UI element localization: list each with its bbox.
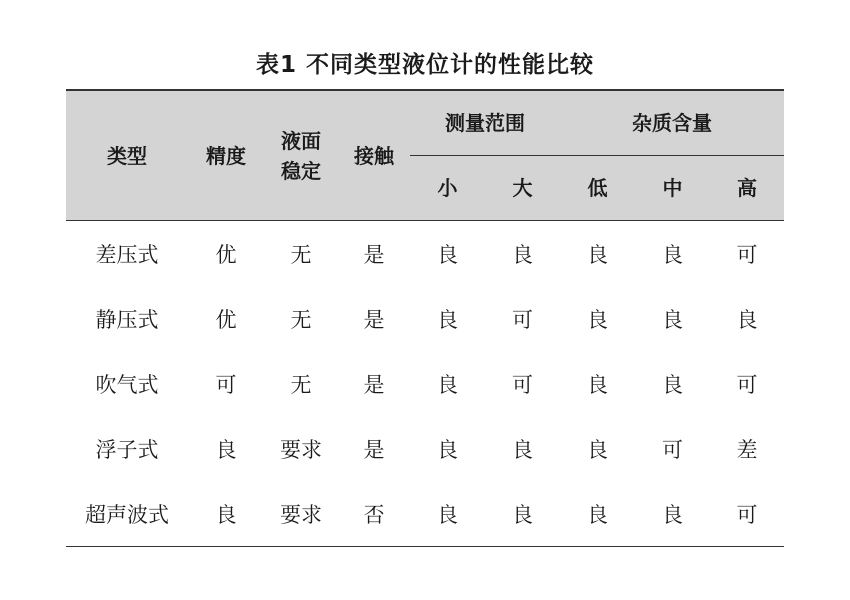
table-cell: 差 — [736, 437, 758, 462]
header-range-small: 小 — [410, 156, 485, 221]
table-cell: 可 — [736, 242, 758, 267]
table-cell: 良 — [587, 437, 608, 462]
header-stability — [264, 90, 338, 221]
table-cell: 良 — [437, 307, 458, 332]
table-cell: 可 — [215, 372, 237, 397]
table-cell: 良 — [587, 307, 608, 332]
header-impurity-mid: 中 — [635, 156, 710, 221]
table-row — [66, 221, 784, 287]
header-range: 测量范围 — [410, 90, 560, 156]
table-cell: 否 — [363, 502, 385, 527]
table-cell: 良 — [437, 372, 458, 397]
header-precision: 精度 — [188, 90, 264, 221]
table-cell: 良 — [662, 242, 683, 267]
table-cell: 良 — [736, 307, 758, 332]
table-cell: 无 — [290, 372, 312, 397]
table-row — [66, 416, 784, 481]
table-cell: 良 — [662, 502, 683, 527]
table-cell: 良 — [587, 502, 608, 527]
table-cell: 良 — [587, 372, 608, 397]
table-cell: 可 — [512, 372, 533, 397]
header-stability-line2: 稳定 — [281, 158, 321, 183]
table-cell: 良 — [437, 437, 458, 462]
table-cell: 良 — [587, 242, 608, 267]
header-row — [66, 90, 784, 156]
table-cell: 吹气式 — [95, 372, 159, 397]
table-caption: 表1 不同类型液位计的性能比较 — [255, 52, 594, 78]
table-cell: 良 — [512, 437, 533, 462]
table-cell: 良 — [662, 372, 683, 397]
header-stability-line1: 液面 — [281, 128, 321, 153]
header-impurity: 杂质含量 — [560, 90, 784, 156]
table-cell: 要求 — [280, 437, 322, 462]
table-cell: 要求 — [280, 502, 322, 527]
table-cell: 可 — [736, 502, 758, 527]
table-cell: 良 — [512, 242, 533, 267]
table-cell: 良 — [215, 502, 237, 527]
table-cell: 浮子式 — [95, 437, 159, 462]
header-impurity-low: 低 — [560, 156, 635, 221]
header-range-large: 大 — [485, 156, 560, 221]
table-cell: 差压式 — [95, 242, 159, 267]
header-contact: 接触 — [338, 90, 410, 221]
table-cell: 是 — [363, 437, 385, 462]
table-cell: 良 — [662, 307, 683, 332]
table-row — [66, 481, 784, 547]
table-cell: 良 — [437, 502, 458, 527]
table-cell: 可 — [736, 372, 758, 397]
table-cell: 是 — [363, 242, 385, 267]
table-cell: 无 — [290, 307, 312, 332]
table-cell: 可 — [662, 437, 683, 462]
header-type: 类型 — [66, 90, 188, 221]
comparison-table — [66, 89, 784, 547]
table-cell: 可 — [512, 307, 533, 332]
header-impurity-high: 高 — [710, 156, 784, 221]
table-row — [66, 351, 784, 416]
table-cell: 无 — [290, 242, 312, 267]
table-cell: 良 — [215, 437, 237, 462]
table-cell: 良 — [512, 502, 533, 527]
table-cell: 良 — [437, 242, 458, 267]
table-row — [66, 286, 784, 351]
table-cell: 静压式 — [95, 307, 159, 332]
table-cell: 优 — [215, 242, 237, 267]
table-cell: 优 — [215, 307, 237, 332]
table-cell: 超声波式 — [85, 502, 169, 527]
table-cell: 是 — [363, 307, 385, 332]
table-cell: 是 — [363, 372, 385, 397]
